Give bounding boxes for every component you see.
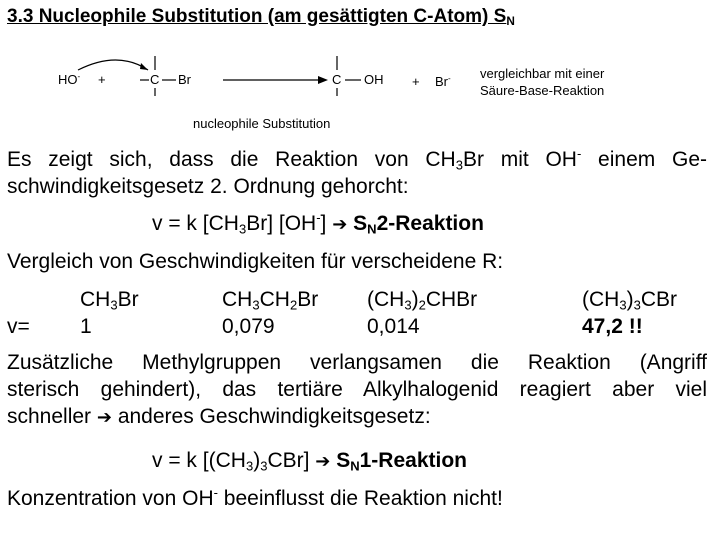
scheme-note-line1: vergleichbar mit einer [480,66,605,81]
sn2-label [347,212,484,235]
bromide-text: Br [435,74,448,89]
plus-sign-2: + [412,74,420,89]
rate-law-sn2 [152,212,484,236]
title-subscript: N [506,14,515,28]
c2-f2: ) [411,288,419,311]
intro-line-1 [7,146,707,173]
c3-s2: 3 [633,297,641,313]
eq2-a: v = k [(CH [152,449,246,472]
c1-s2: 2 [289,297,298,313]
plus-sign-1: + [98,72,106,87]
c1-f3: Br [297,288,319,311]
rate-value-ch3br: 1 [80,315,92,338]
eq1-a: v = k [CH [152,212,239,235]
rate-row-label: v= [7,315,30,338]
explanation-paragraph [7,349,707,431]
explanation-line-3 [7,403,707,431]
curved-arrow-head [140,63,148,70]
c1-s1: 3 [252,297,260,313]
conclusion [7,485,503,512]
title-text: 3.3 Nucleophile Substitution (am gesättigten C-Atom) S [7,6,507,27]
bromide-label [435,74,451,89]
carbon-left: C [150,72,160,87]
eq2-b: ) [253,449,261,472]
intro-text-a: Es zeigt sich, dass die Reaktion von CH [7,148,456,171]
eq2-sub2: 3 [260,458,268,474]
c3-f3: CBr [640,288,677,311]
intro-text-b: Br mit OH [462,148,577,171]
comparison-heading: Vergleich von Geschwindigkeiten für verscheidene R: [7,250,504,273]
c1-f1: CH [222,288,253,311]
eq2-c: CBr] [267,449,316,472]
rate-value-ch3ch2br: 0,079 [222,315,275,338]
arrow-icon: ➔ [96,407,112,427]
page-title [7,6,515,28]
c0-f2: Br [117,288,139,311]
expl-a: schneller [7,405,97,428]
eq1-e: 2-Reaktion [376,212,484,235]
explanation-line-1: Zusätzliche Methylgruppen verlangsamen die Reaktion (Angriff [7,351,707,374]
eq2-e: 1-Reaktion [359,449,467,472]
intro-sup: - [576,146,582,162]
conclusion-a: Konzentration von OH [7,487,214,510]
ho-charge: - [77,72,81,82]
arrow-icon: ➔ [332,214,348,234]
c0-s1: 3 [110,297,118,313]
eq2-d: S [330,449,351,472]
explanation-line-2: sterisch gehindert), das tertiäre Alkylhalogenid reagiert aber viel [7,378,707,401]
reaction-scheme [48,56,648,136]
formula-ch3-3cbr [582,286,677,313]
eq1-sup: - [316,210,321,226]
bromine-left: Br [178,72,191,87]
eq2-sub3: N [350,458,360,474]
bromide-charge: - [448,74,451,84]
carbon-right: C [332,72,342,87]
c0-f1: CH [80,288,111,311]
formula-ch3br [80,286,139,313]
c2-f1: (CH [367,288,405,311]
eq2-sub1: 3 [245,458,254,474]
eq1-d: S [347,212,368,235]
c3-f2: ) [626,288,634,311]
c2-s1: 3 [404,297,412,313]
intro-sub: 3 [455,157,463,173]
conclusion-sup: - [213,485,218,501]
scheme-note-line2: Säure-Base-Reaktion [480,83,605,98]
curved-arrow-nucleophile [78,60,148,70]
hydroxide-label [58,72,80,87]
eq1-c: ] [320,212,333,235]
ho-text: HO [58,72,78,87]
intro-text-c: einem Ge- [581,148,707,171]
formula-ch3ch2br [222,286,318,313]
c3-f1: (CH [582,288,620,311]
eq1-sub2: N [367,221,377,237]
formula-ch3-2chbr [367,286,477,313]
expl-b: anderes Geschwindigkeitsgesetz: [111,405,431,428]
c2-s2: 2 [418,297,426,313]
eq1-sub1: 3 [238,221,247,237]
intro-paragraph [7,146,707,200]
eq1-b: Br] [OH [246,212,317,235]
hydroxy-right: OH [364,72,384,87]
rate-value-ch3-2chbr: 0,014 [367,315,420,338]
conclusion-b: beeinflusst die Reaktion nicht! [217,487,503,510]
scheme-caption: nucleophile Substitution [193,116,331,131]
c1-f2: CH [259,288,290,311]
rate-law-sn1 [152,449,467,473]
arrow-icon: ➔ [315,451,331,471]
c2-f3: CHBr [425,288,478,311]
reaction-arrow-head [318,76,328,84]
intro-line-2: schwindigkeitsgesetz 2. Ordnung gehorcht: [7,175,409,198]
c3-s1: 3 [619,297,627,313]
sn1-label [330,449,467,472]
rate-value-ch3-3cbr: 47,2 !! [582,315,643,338]
